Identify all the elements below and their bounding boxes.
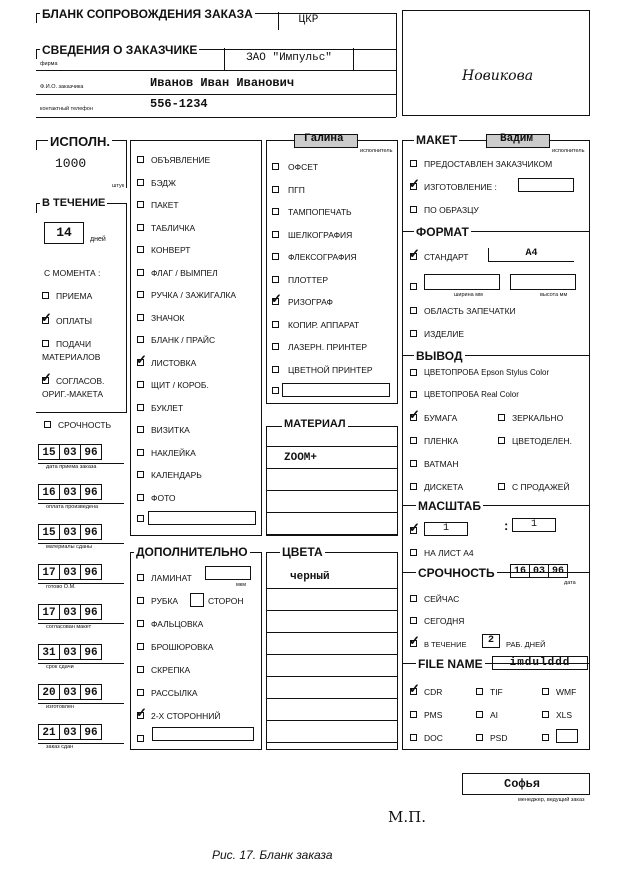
file-type-label: PMS — [424, 710, 443, 720]
date-part: 17 — [38, 604, 60, 620]
product-label: РУЧКА / ЗАЖИГАЛКА — [151, 290, 237, 300]
urgency-days-field[interactable]: 2 — [482, 634, 500, 648]
urgency-date-field[interactable] — [510, 564, 567, 578]
file-title: FILE NAME — [418, 657, 483, 671]
material-panel — [266, 426, 398, 536]
date-part: 03 — [59, 484, 81, 500]
output-a-label: ПЛЕНКА — [424, 436, 459, 446]
sides-label: СТОРОН — [208, 596, 244, 606]
print-4-checkbox[interactable] — [272, 253, 279, 260]
date-stamp[interactable] — [38, 604, 101, 620]
colors-line — [266, 742, 398, 743]
print-7-checkbox[interactable] — [272, 321, 279, 328]
urgency-now-checkbox[interactable] — [410, 595, 417, 602]
file-type-6-checkbox[interactable] — [410, 734, 417, 741]
product-label: БЛАНК / ПРАЙС — [151, 335, 216, 345]
ispoln-title: ИСПОЛН. — [50, 134, 110, 149]
date-part: 21 — [38, 724, 60, 740]
signature: Новикова — [462, 68, 534, 84]
output-b-0-checkbox[interactable] — [498, 414, 505, 421]
urgency-day: 16 — [510, 564, 530, 578]
file-type-7-checkbox[interactable] — [476, 734, 483, 741]
print-label: ТАМПОПЕЧАТЬ — [288, 207, 352, 217]
output-b-3-checkbox[interactable] — [498, 483, 505, 490]
during-title: В ТЕЧЕНИЕ — [42, 197, 106, 209]
date-part: 03 — [59, 724, 81, 740]
check-mark-icon: ✓ — [409, 633, 420, 648]
file-type-label: XLS — [556, 710, 573, 720]
additional-label: БРОШЮРОВКА — [151, 642, 214, 652]
format-product-checkbox[interactable] — [410, 330, 417, 337]
date-caption: изготовлен — [46, 704, 75, 710]
format-print-area-checkbox[interactable] — [410, 307, 417, 314]
during-unit: дней — [90, 236, 106, 243]
date-stamp[interactable] — [38, 644, 101, 660]
date-part: 96 — [80, 604, 102, 620]
file-type-label: CDR — [424, 687, 443, 697]
output-a-2-checkbox[interactable] — [410, 460, 417, 467]
product-0-checkbox[interactable] — [137, 156, 144, 163]
date-part: 15 — [38, 444, 60, 460]
product-7-checkbox[interactable] — [137, 314, 144, 321]
format-title: ФОРМАТ — [416, 225, 469, 239]
lamin-thickness-field[interactable] — [205, 566, 251, 580]
print-label: ШЕЛКОГРАФИЯ — [288, 229, 353, 240]
material-title: МАТЕРИАЛ — [284, 418, 346, 430]
print-executor-label: исполнитель — [360, 148, 393, 154]
material-line — [266, 534, 398, 535]
print-0-checkbox[interactable] — [272, 163, 279, 170]
date-caption: готово О.М. — [46, 584, 76, 590]
date-stamp[interactable] — [38, 444, 101, 460]
maket-title: МАКЕТ — [416, 133, 458, 147]
sides-count-field[interactable] — [190, 593, 204, 607]
product-label: КАЛЕНДАРЬ — [151, 470, 202, 480]
format-product-label: ИЗДЕЛИЕ — [424, 329, 465, 339]
output-a-label: БУМАГА — [424, 413, 458, 423]
file-type-label: AI — [490, 710, 499, 720]
figure-caption: Рис. 17. Бланк заказа — [212, 848, 333, 862]
scale-per-sheet-checkbox[interactable] — [410, 549, 417, 556]
product-label: ЛИСТОВКА — [151, 357, 197, 368]
product-13-checkbox[interactable] — [137, 449, 144, 456]
check-mark-icon: ✓ — [271, 291, 282, 306]
file-type-label: PSD — [490, 733, 508, 743]
manager-label: менеджер, ведущий заказ — [518, 797, 585, 803]
output-b-label: С ПРОДАЖЕЙ — [512, 482, 570, 492]
scale-sep: : — [504, 518, 509, 533]
print-label: ЦВЕТНОЙ ПРИНТЕР — [288, 364, 373, 375]
output-a-label: ВАТМАН — [424, 459, 459, 469]
material-line — [266, 512, 398, 513]
print-2-checkbox[interactable] — [272, 208, 279, 215]
phone-label: контактный телефон — [40, 106, 93, 112]
date-caption: оплата произведена — [46, 504, 99, 510]
product-8-checkbox[interactable] — [137, 336, 144, 343]
opt-oplaty-label: ОПЛАТЫ — [56, 316, 93, 326]
date-part: 31 — [38, 644, 60, 660]
opt-podachi-label2: МАТЕРИАЛОВ — [42, 352, 101, 362]
product-label: БУКЛЕТ — [151, 402, 184, 413]
date-caption: материалы сданы — [46, 544, 93, 550]
urgency-date-caption: дата — [564, 580, 576, 586]
product-label: БЭДЖ — [151, 177, 176, 188]
product-label: ВИЗИТКА — [151, 425, 190, 435]
output-b-label: ЗЕРКАЛЬНО — [512, 413, 564, 423]
output-a-3-checkbox[interactable] — [410, 483, 417, 490]
phone-field[interactable]: 556-1234 — [150, 97, 208, 111]
date-caption: срок сдачи — [46, 664, 74, 670]
additional-other-checkbox[interactable] — [137, 735, 144, 742]
output-epson-label: ЦВЕТОПРОБА Epson Stylus Color — [424, 368, 550, 377]
date-part: 96 — [80, 684, 102, 700]
check-mark-icon: ✓ — [41, 370, 52, 385]
check-mark-icon: ✓ — [41, 310, 52, 325]
product-label: ФОТО — [151, 492, 176, 503]
additional-title: ДОПОЛНИТЕЛЬНО — [136, 545, 248, 559]
format-width-label: ширина мм — [454, 292, 483, 298]
maket-executor-label: исполнитель — [552, 148, 585, 154]
print-label: ОФСЕТ — [288, 162, 319, 172]
stamp-place: М.П. — [388, 808, 426, 826]
file-type-1-checkbox[interactable] — [476, 688, 483, 695]
format-standard-label: СТАНДАРТ — [424, 252, 469, 262]
date-part: 20 — [38, 684, 60, 700]
print-8-checkbox[interactable] — [272, 343, 279, 350]
additional-label: ЛАМИНАТ — [151, 573, 192, 583]
date-part: 03 — [59, 524, 81, 540]
material-line — [266, 446, 398, 447]
date-part: 96 — [80, 524, 102, 540]
additional-4-checkbox[interactable] — [137, 666, 144, 673]
date-part: 03 — [59, 604, 81, 620]
file-type-5-checkbox[interactable] — [542, 711, 549, 718]
urgency-title: СРОЧНОСТЬ — [418, 566, 495, 580]
format-print-area-label: ОБЛАСТЬ ЗАПЕЧАТКИ — [424, 306, 516, 316]
check-mark-icon: ✓ — [136, 351, 147, 367]
from-moment-label: С МОМЕНТА : — [44, 268, 101, 278]
print-label: РИЗОГРАФ — [288, 297, 333, 307]
product-other-field[interactable] — [148, 511, 256, 525]
date-part: 96 — [80, 444, 102, 460]
product-15-checkbox[interactable] — [137, 494, 144, 501]
check-mark-icon: ✓ — [409, 176, 420, 191]
additional-1-checkbox[interactable] — [137, 597, 144, 604]
scale-a-field[interactable]: 1 — [424, 522, 468, 536]
print-other-checkbox[interactable] — [272, 387, 279, 394]
colors-line — [266, 610, 398, 611]
firm-label: фирма — [40, 61, 58, 67]
ispoln-value[interactable]: 1000 — [55, 156, 87, 171]
colors-title: ЦВЕТА — [282, 545, 323, 559]
output-real-checkbox[interactable] — [410, 391, 417, 398]
product-12-checkbox[interactable] — [137, 426, 144, 433]
additional-2-checkbox[interactable] — [137, 620, 144, 627]
date-stamp[interactable] — [38, 724, 101, 740]
check-mark-icon: ✓ — [409, 407, 420, 422]
print-9-checkbox[interactable] — [272, 366, 279, 373]
file-name-field[interactable]: imdulddd — [492, 656, 588, 670]
colors-line — [266, 720, 398, 721]
product-label: ЩИТ / КОРОБ. — [151, 380, 209, 390]
product-14-checkbox[interactable] — [137, 471, 144, 478]
format-height-label: высота мм — [540, 292, 568, 298]
product-label: КОНВЕРТ — [151, 245, 191, 255]
order-to-field[interactable]: ЦКР — [278, 12, 338, 30]
product-4-checkbox[interactable] — [137, 246, 144, 253]
date-caption: заказ сдан — [46, 744, 74, 750]
additional-3-checkbox[interactable] — [137, 643, 144, 650]
additional-5-checkbox[interactable] — [137, 689, 144, 696]
product-label: ПАКЕТ — [151, 200, 179, 210]
file-type-8-checkbox[interactable] — [542, 734, 549, 741]
maket-make-field[interactable] — [518, 178, 574, 192]
additional-label: 2-Х СТОРОННИЙ — [151, 711, 221, 721]
file-type-4-checkbox[interactable] — [476, 711, 483, 718]
output-b-label: ЦВЕТОДЕЛЕН. — [512, 436, 573, 446]
output-epson-checkbox[interactable] — [410, 369, 417, 376]
format-standard-field[interactable]: A4 — [488, 248, 574, 262]
print-label: ФЛЕКСОГРАФИЯ — [288, 252, 357, 262]
scale-per-sheet-label: НА ЛИСТ А4 — [424, 548, 474, 558]
date-caption: дата приема заказа — [46, 464, 97, 470]
order-header — [0, 0, 618, 130]
additional-0-checkbox[interactable] — [137, 574, 144, 581]
opt-soglas-label2: ОРИГ.-МАКЕТА — [42, 389, 104, 399]
date-part: 03 — [59, 644, 81, 660]
product-1-checkbox[interactable] — [137, 179, 144, 186]
date-part: 17 — [38, 564, 60, 580]
urgency-today-checkbox[interactable] — [410, 617, 417, 624]
maket-opt-provided-label: ПРЕДОСТАВЛЕН ЗАКАЗЧИКОМ — [424, 159, 553, 169]
form-title: БЛАНК СОПРОВОЖДЕНИЯ ЗАКАЗА — [42, 7, 253, 21]
date-part: 96 — [80, 564, 102, 580]
check-mark-icon: ✓ — [409, 681, 420, 696]
file-type-2-checkbox[interactable] — [542, 688, 549, 695]
product-2-checkbox[interactable] — [137, 201, 144, 208]
print-5-checkbox[interactable] — [272, 276, 279, 283]
date-part: 96 — [80, 724, 102, 740]
product-3-checkbox[interactable] — [137, 224, 144, 231]
file-type-label: WMF — [556, 687, 577, 697]
output-a-1-checkbox[interactable] — [410, 437, 417, 444]
additional-label: ФАЛЬЦОВКА — [151, 619, 204, 629]
output-title: ВЫВОД — [416, 349, 463, 363]
print-label: ЛАЗЕРН. ПРИНТЕР — [288, 342, 368, 352]
date-caption: согласован макет — [46, 624, 92, 630]
urgency-left-label: СРОЧНОСТЬ — [58, 420, 112, 430]
product-other-checkbox[interactable] — [137, 515, 144, 522]
format-height-field[interactable] — [510, 274, 576, 290]
firm-field[interactable]: ЗАО "Импульс" — [224, 48, 354, 70]
file-type-3-checkbox[interactable] — [410, 711, 417, 718]
colors-line — [266, 654, 398, 655]
material-value[interactable]: ZOOM+ — [284, 452, 318, 464]
product-label: ТАБЛИЧКА — [151, 222, 196, 233]
urgency-left-checkbox[interactable] — [44, 421, 51, 428]
maket-opt-provided-checkbox[interactable] — [410, 160, 417, 167]
print-label: КОПИР. АППАРАТ — [288, 319, 360, 330]
maket-opt-make-label: ИЗГОТОВЛЕНИЕ : — [424, 182, 497, 192]
urgency-days-label: РАБ. ДНЕЙ — [506, 640, 546, 649]
check-mark-icon: ✓ — [409, 520, 420, 535]
fio-field[interactable]: Иванов Иван Иванович — [150, 76, 295, 90]
output-real-label: ЦВЕТОПРОБА Real Color — [424, 390, 519, 399]
product-5-checkbox[interactable] — [137, 269, 144, 276]
urgency-month: 03 — [529, 564, 549, 578]
urgency-year: 96 — [548, 564, 568, 578]
format-width-field[interactable] — [424, 274, 500, 290]
scale-title: МАСШТАБ — [418, 499, 481, 513]
scale-b-field[interactable]: 1 — [512, 518, 556, 532]
opt-soglas-label: СОГЛАСОВ. — [56, 376, 105, 386]
opt-podachi-checkbox[interactable] — [42, 340, 49, 347]
output-a-label: ДИСКЕТА — [424, 482, 464, 492]
product-11-checkbox[interactable] — [137, 404, 144, 411]
product-label: ОБЪЯВЛЕНИЕ — [151, 155, 211, 165]
file-type-other-field[interactable] — [556, 729, 578, 743]
urgency-now-label: СЕЙЧАС — [424, 594, 460, 604]
additional-label: СКРЕПКА — [151, 665, 191, 675]
print-other-field[interactable] — [282, 383, 390, 397]
during-days-field[interactable]: 14 — [44, 222, 84, 244]
material-line — [266, 490, 398, 491]
check-mark-icon: ✓ — [409, 246, 420, 261]
date-stamp[interactable] — [38, 484, 101, 500]
manager-value: Софья — [504, 777, 541, 791]
additional-other-field[interactable] — [152, 727, 254, 741]
check-mark-icon: ✓ — [136, 705, 147, 720]
opt-priema-checkbox[interactable] — [42, 292, 49, 299]
file-type-label: TIF — [490, 687, 503, 697]
print-1-checkbox[interactable] — [272, 186, 279, 193]
maket-executor-value: Вадим — [500, 133, 534, 145]
ispoln-unit: штук — [112, 183, 125, 189]
date-part: 16 — [38, 484, 60, 500]
maket-opt-sample-checkbox[interactable] — [410, 206, 417, 213]
material-line — [266, 468, 398, 469]
product-label: ФЛАГ / ВЫМПЕЛ — [151, 267, 218, 278]
product-6-checkbox[interactable] — [137, 291, 144, 298]
print-executor-value: Галина — [304, 133, 344, 145]
output-b-1-checkbox[interactable] — [498, 437, 505, 444]
date-stamp[interactable] — [38, 684, 101, 700]
file-type-label: DOC — [424, 733, 443, 743]
date-part: 03 — [59, 444, 81, 460]
print-label: ПГП — [288, 184, 305, 195]
date-part: 03 — [59, 684, 81, 700]
colors-line — [266, 588, 398, 589]
opt-priema-label: ПРИЕМА — [56, 291, 93, 301]
colors-line — [266, 632, 398, 633]
print-label: ПЛОТТЕР — [288, 274, 329, 285]
customer-section-title: СВЕДЕНИЯ О ЗАКАЗЧИКЕ — [42, 43, 198, 57]
urgency-within-label: В ТЕЧЕНИЕ — [424, 640, 467, 649]
additional-label: РАССЫЛКА — [151, 688, 198, 698]
signature-box[interactable] — [402, 10, 590, 116]
format-custom-checkbox[interactable] — [410, 283, 417, 290]
product-label: ЗНАЧОК — [151, 312, 185, 323]
product-10-checkbox[interactable] — [137, 381, 144, 388]
urgency-today-label: СЕГОДНЯ — [424, 616, 465, 626]
date-part: 03 — [59, 564, 81, 580]
print-3-checkbox[interactable] — [272, 231, 279, 238]
colors-line — [266, 676, 398, 677]
colors-value[interactable]: черный — [290, 571, 330, 583]
fio-label: Ф.И.О. заказчика — [40, 84, 84, 90]
product-label: НАКЛЕЙКА — [151, 447, 196, 458]
date-part: 96 — [80, 484, 102, 500]
additional-label: РУБКА — [151, 596, 179, 606]
lamin-unit: мкм — [236, 582, 246, 588]
opt-podachi-label: ПОДАЧИ — [56, 339, 92, 349]
date-part: 15 — [38, 524, 60, 540]
date-part: 96 — [80, 644, 102, 660]
date-stamp[interactable] — [38, 524, 101, 540]
date-stamp[interactable] — [38, 564, 101, 580]
colors-line — [266, 698, 398, 699]
maket-opt-sample-label: ПО ОБРАЗЦУ — [424, 205, 479, 215]
